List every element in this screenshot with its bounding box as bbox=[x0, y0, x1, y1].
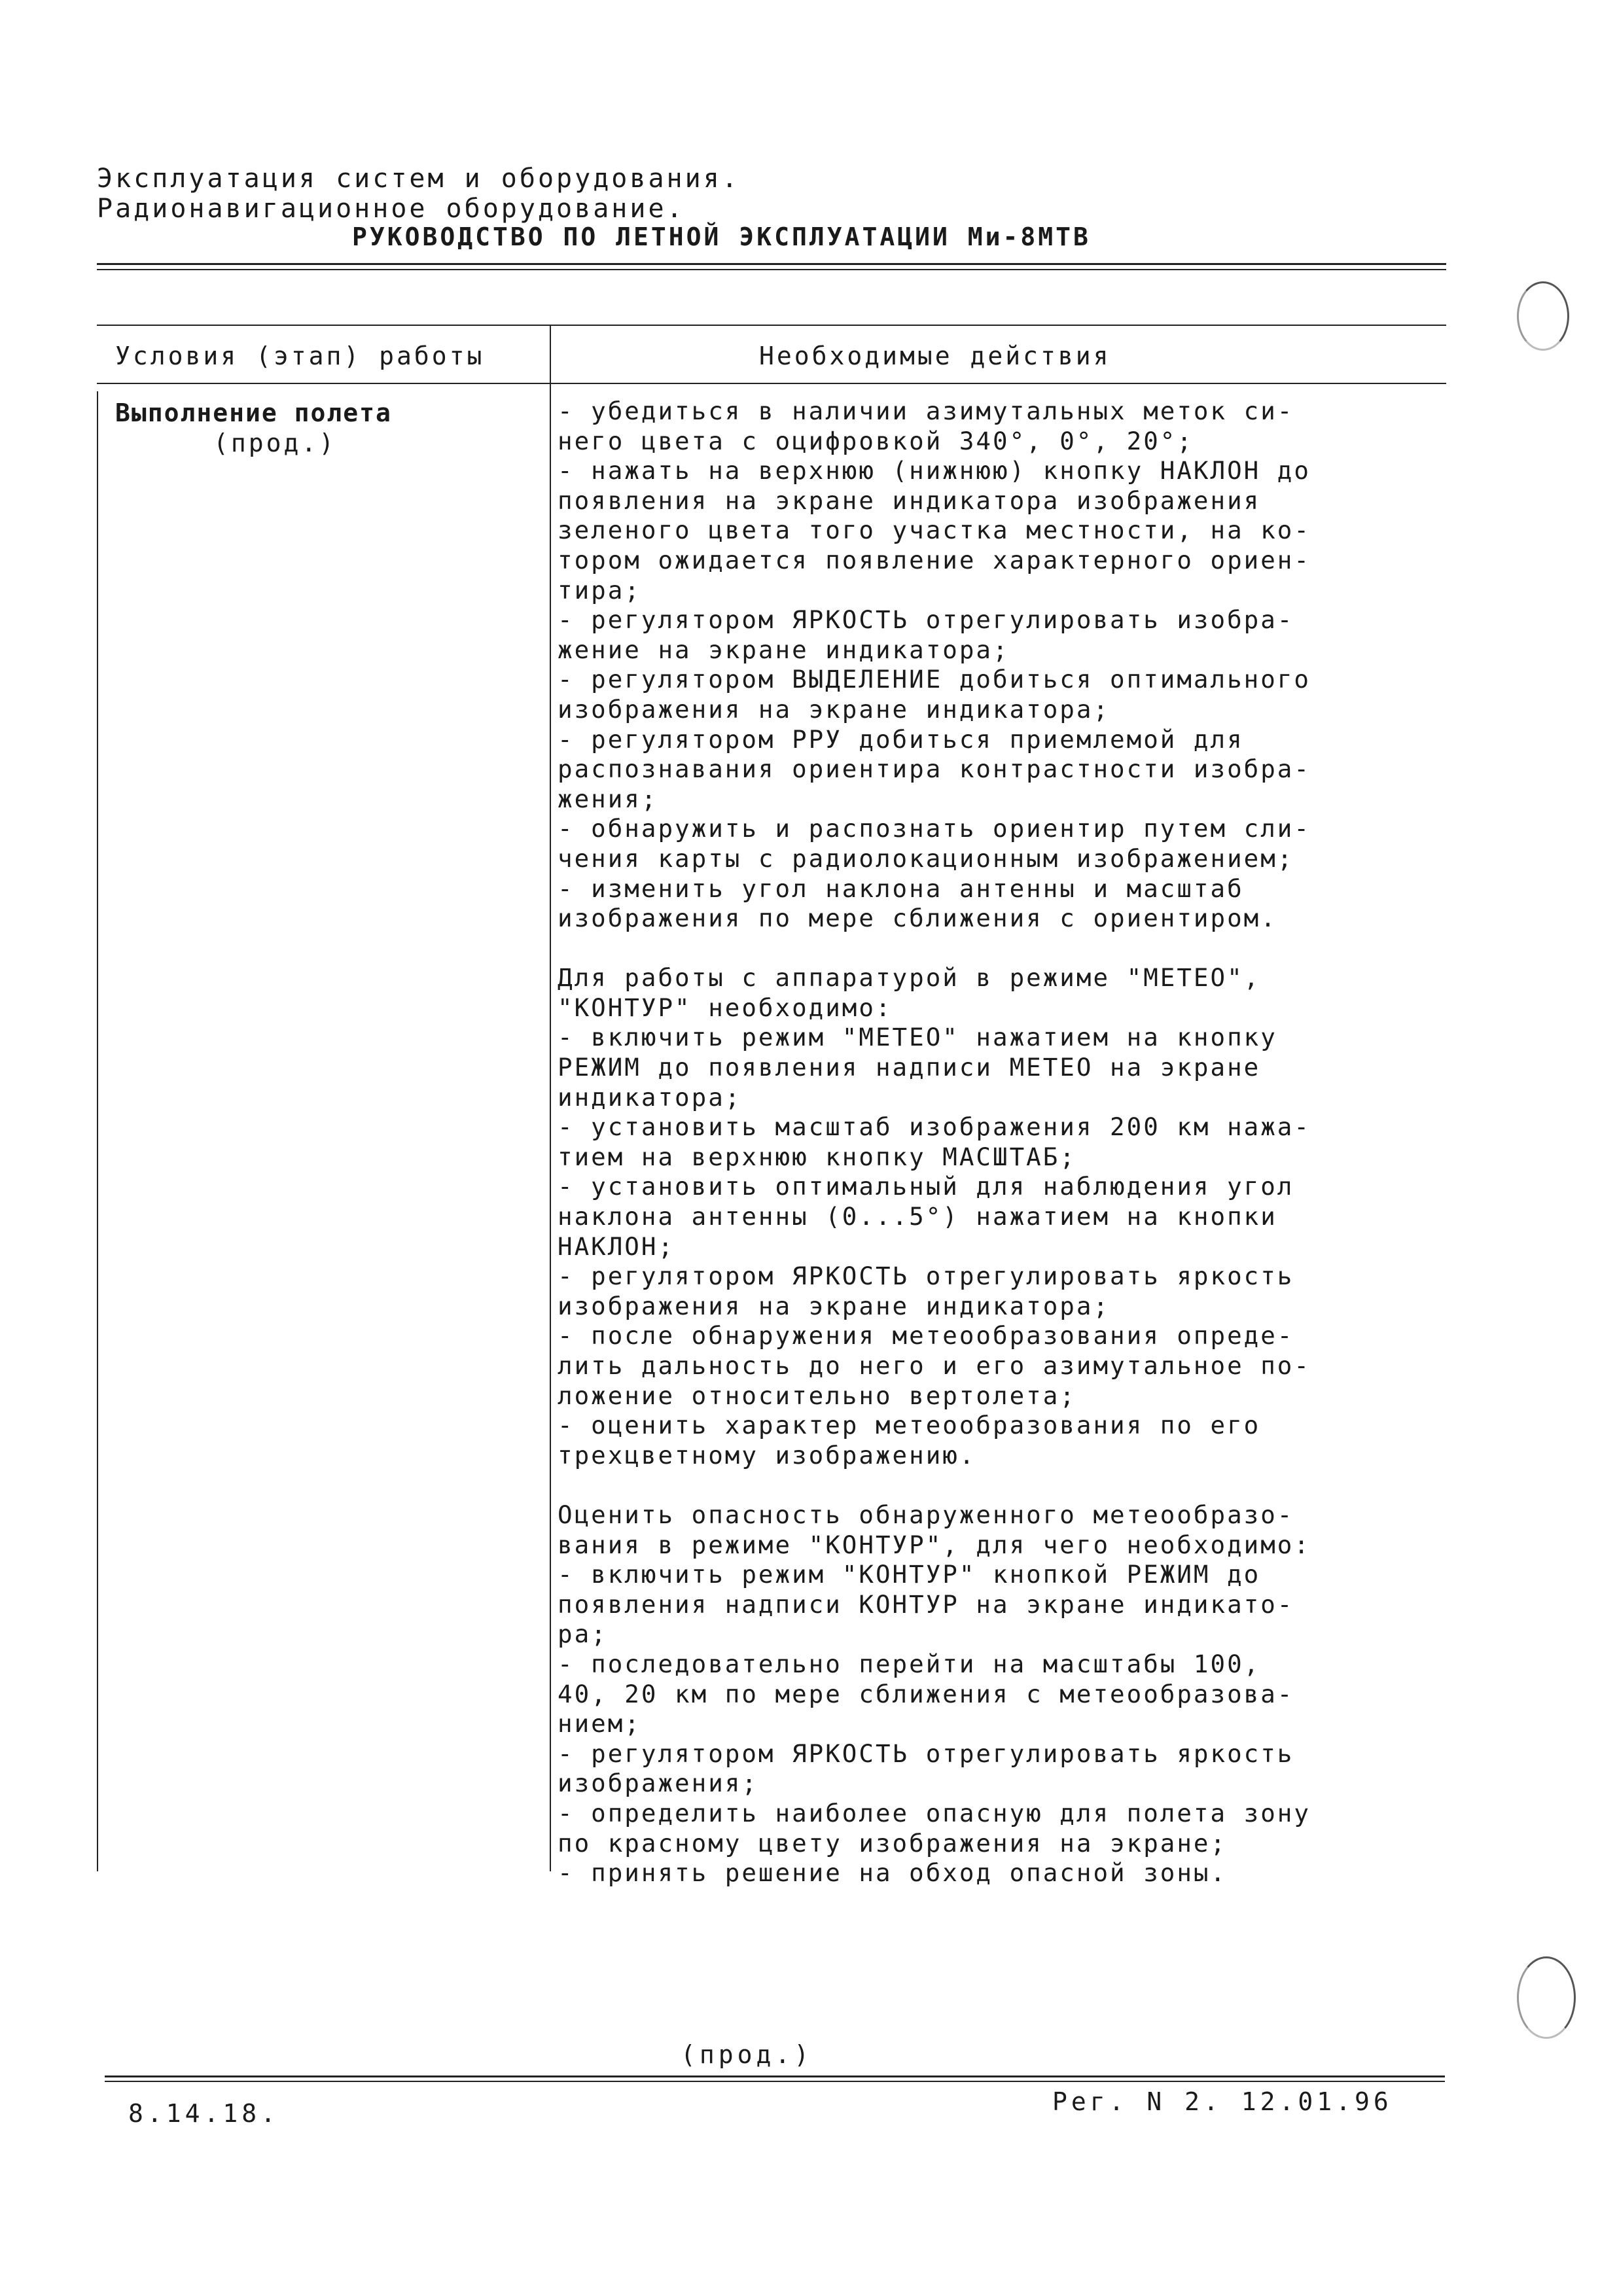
action-line: - оценить характер метеообразования по его bbox=[558, 1411, 1261, 1440]
table-header-rule bbox=[97, 383, 1446, 384]
action-line: - установить масштаб изображения 200 км нажа- bbox=[558, 1112, 1311, 1142]
action-line: ложение относительно вертолета; bbox=[558, 1381, 1076, 1410]
action-line: Оценить опасность обнаруженного метеообразо- bbox=[558, 1500, 1294, 1529]
action-line: Для работы с аппаратурой в режиме "МЕТЕО", bbox=[558, 963, 1261, 993]
action-line: индикатора; bbox=[558, 1082, 742, 1112]
header-line-1: Эксплуатация систем и оборудования. bbox=[97, 164, 740, 194]
action-line: трехцветному изображению. bbox=[558, 1440, 976, 1470]
action-line: по красному цвету изображения на экране; bbox=[558, 1828, 1228, 1858]
action-line: изображения на экране индикатора; bbox=[558, 694, 1111, 724]
action-line: РЕЖИМ до появления надписи МЕТЕО на экране bbox=[558, 1053, 1261, 1082]
action-line: - включить режим "КОНТУР" кнопкой РЕЖИМ до bbox=[558, 1560, 1261, 1589]
punch-hole-bottom bbox=[1517, 1956, 1576, 2039]
footer-rule-top bbox=[105, 2075, 1445, 2077]
continued-label: (прод.) bbox=[681, 2040, 813, 2069]
header-rule-top bbox=[97, 263, 1446, 265]
action-line: 40, 20 км по мере сближения с метеообразова- bbox=[558, 1679, 1294, 1708]
column-header-conditions: Условия (этап) работы bbox=[115, 342, 485, 370]
action-line: наклона антенны (0...5°) нажатием на кнопки bbox=[558, 1202, 1277, 1231]
condition-cell bbox=[115, 398, 392, 458]
action-line: - регулятором ЯРКОСТЬ отрегулировать яркость bbox=[558, 1739, 1294, 1768]
action-line: "КОНТУР" необходимо: bbox=[558, 993, 893, 1022]
action-line: - регулятором ЯРКОСТЬ отрегулировать яркость bbox=[558, 1262, 1294, 1291]
table-left-border bbox=[97, 391, 98, 1871]
action-line: - определить наиболее опасную для полета зону bbox=[558, 1798, 1311, 1828]
document-title: РУКОВОДСТВО ПО ЛЕТНОЙ ЭКСПЛУАТАЦИИ Ми-8МТВ bbox=[352, 222, 1091, 251]
header-rule-bottom bbox=[97, 269, 1446, 270]
table-top-rule bbox=[97, 325, 1446, 326]
action-line: - принять решение на обход опасной зоны. bbox=[558, 1858, 1228, 1888]
action-line: - изменить угол наклона антенны и масштаб bbox=[558, 874, 1244, 903]
action-line: изображения по мере сближения с ориентиром. bbox=[558, 904, 1277, 933]
action-line: жения; bbox=[558, 784, 658, 813]
action-line: тира; bbox=[558, 575, 641, 605]
action-line: нием; bbox=[558, 1709, 641, 1739]
action-line: - после обнаружения метеообразования опреде- bbox=[558, 1321, 1294, 1351]
action-line: вания в режиме "КОНТУР", для чего необходимо: bbox=[558, 1530, 1311, 1559]
actions-cell bbox=[558, 397, 1448, 1888]
registration-info: Рег. N 2. 12.01.96 bbox=[1052, 2087, 1393, 2116]
action-line: появления надписи КОНТУР на экране индикато- bbox=[558, 1589, 1294, 1619]
action-line: - последовательно перейти на масштабы 100, bbox=[558, 1649, 1261, 1678]
action-line: изображения на экране индикатора; bbox=[558, 1291, 1111, 1320]
action-line: появления на экране индикатора изображения bbox=[558, 486, 1261, 515]
action-line: - регулятором ВЫДЕЛЕНИЕ добиться оптимального bbox=[558, 665, 1311, 694]
action-line: ра; bbox=[558, 1619, 608, 1649]
action-line: лить дальность до него и его азимутальное по- bbox=[558, 1351, 1311, 1380]
condition-subtitle: (прод.) bbox=[213, 429, 337, 457]
action-line: жение на экране индикатора; bbox=[558, 635, 1010, 664]
action-line: зеленого цвета того участка местности, на ко- bbox=[558, 516, 1311, 545]
action-line: него цвета с оцифровкой 340°, 0°, 20°; bbox=[558, 426, 1194, 455]
action-line: распознавания ориентира контрастности изобра- bbox=[558, 754, 1311, 784]
action-line: - убедиться в наличии азимутальных меток си- bbox=[558, 397, 1294, 425]
action-line: - установить оптимальный для наблюдения угол bbox=[558, 1172, 1294, 1201]
action-line: НАКЛОН; bbox=[558, 1231, 675, 1261]
footer-rule-bottom bbox=[105, 2081, 1445, 2082]
action-line: - включить режим "МЕТЕО" нажатием на кнопку bbox=[558, 1023, 1277, 1052]
action-line: изображения; bbox=[558, 1769, 758, 1798]
paragraph-gap bbox=[558, 1470, 1448, 1500]
action-line: чения карты с радиолокационным изображением; bbox=[558, 843, 1294, 873]
page-code: 8.14.18. bbox=[128, 2099, 280, 2128]
table-column-divider bbox=[550, 326, 551, 1871]
column-header-actions: Необходимые действия bbox=[759, 342, 1111, 370]
action-line: - обнаружить и распознать ориентир путем сли- bbox=[558, 814, 1311, 843]
punch-hole-top bbox=[1517, 281, 1569, 351]
action-line: - регулятором РРУ добиться приемлемой для bbox=[558, 724, 1244, 754]
action-line: - регулятором ЯРКОСТЬ отрегулировать изобра- bbox=[558, 605, 1294, 635]
condition-title: Выполнение полета bbox=[115, 398, 392, 427]
action-line: - нажать на верхнюю (нижнюю) кнопку НАКЛОН до bbox=[558, 456, 1311, 486]
paragraph-gap bbox=[558, 934, 1448, 964]
header-line-2: Радионавигационное оборудование. bbox=[97, 194, 685, 224]
action-line: тием на верхнюю кнопку МАСШТАБ; bbox=[558, 1142, 1076, 1171]
action-line: тором ожидается появление характерного ориен- bbox=[558, 545, 1311, 574]
